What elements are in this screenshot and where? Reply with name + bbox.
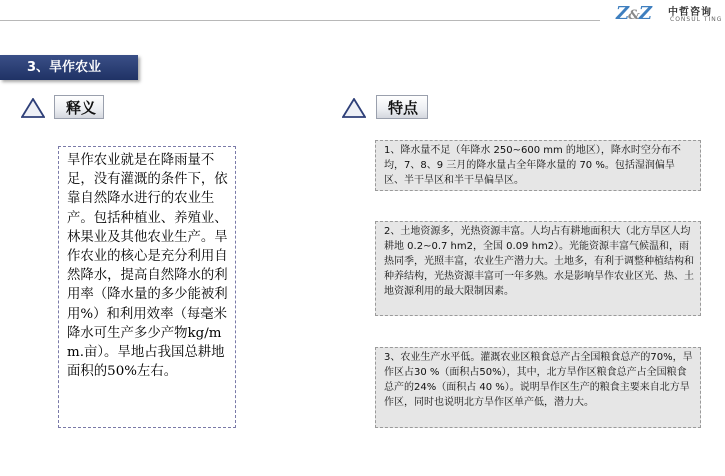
logo-english-name: CONSUL TING (670, 16, 723, 23)
triangle-icon (342, 98, 366, 118)
feature-item-1: 1、降水量不足（年降水 250~600 mm 的地区），降水时空分布不均，7、8、9 三月的降水量占全年降水量的 70 %。包括湿润偏旱区、半干旱区和半干旱偏旱区。 (375, 140, 701, 191)
logo-mark: Z&Z (616, 3, 652, 24)
feature-item-3: 3、农业生产水平低。灌溉农业区粮食总产占全国粮食总产的70%，旱作区占30 %（面积占50%），其中，北方旱作区粮食总产占全国粮食总产的24%（面积占 40 %）。说明旱作区生产的粮食主要来自北方旱作区，同时也说明北方旱作区单产低，潜力大。 (375, 347, 701, 428)
company-logo (616, 3, 722, 25)
feature-item-2: 2、土地资源多，光热资源丰富。人均占有耕地面积大（北方旱区人均耕地 0.2~0.7 hm2，全国 0.09 hm2）。光能资源丰富气候温和，雨热同季，光照丰富，农业生产潜力大。土地多，有利于调整种植结构和种养结构，光热资源丰富可一年多熟。水是影响旱作农业区光、热、土地资源利用的最大限制因素。 (375, 221, 701, 316)
logo-chinese-name: 中哲咨询 (668, 7, 712, 18)
triangle-icon (21, 98, 45, 118)
definition-header: 释义 (54, 95, 104, 119)
definition-text-box: 旱作农业就是在降雨量不足，没有灌溉的条件下，依靠自然降水进行的农业生产。包括种植业、养殖业、林果业及其他农业生产。旱作农业的核心是充分利用自然降水，提高自然降水的利用率（降水量的多少能被利用%）和利用效率（每毫米降水可生产多少产物kg/mm.亩）。旱地占我国总耕地面积的50%左右。 (58, 146, 236, 428)
section-title: 3、旱作农业 (0, 55, 138, 80)
features-header: 特点 (376, 95, 428, 119)
header-divider (0, 20, 600, 21)
